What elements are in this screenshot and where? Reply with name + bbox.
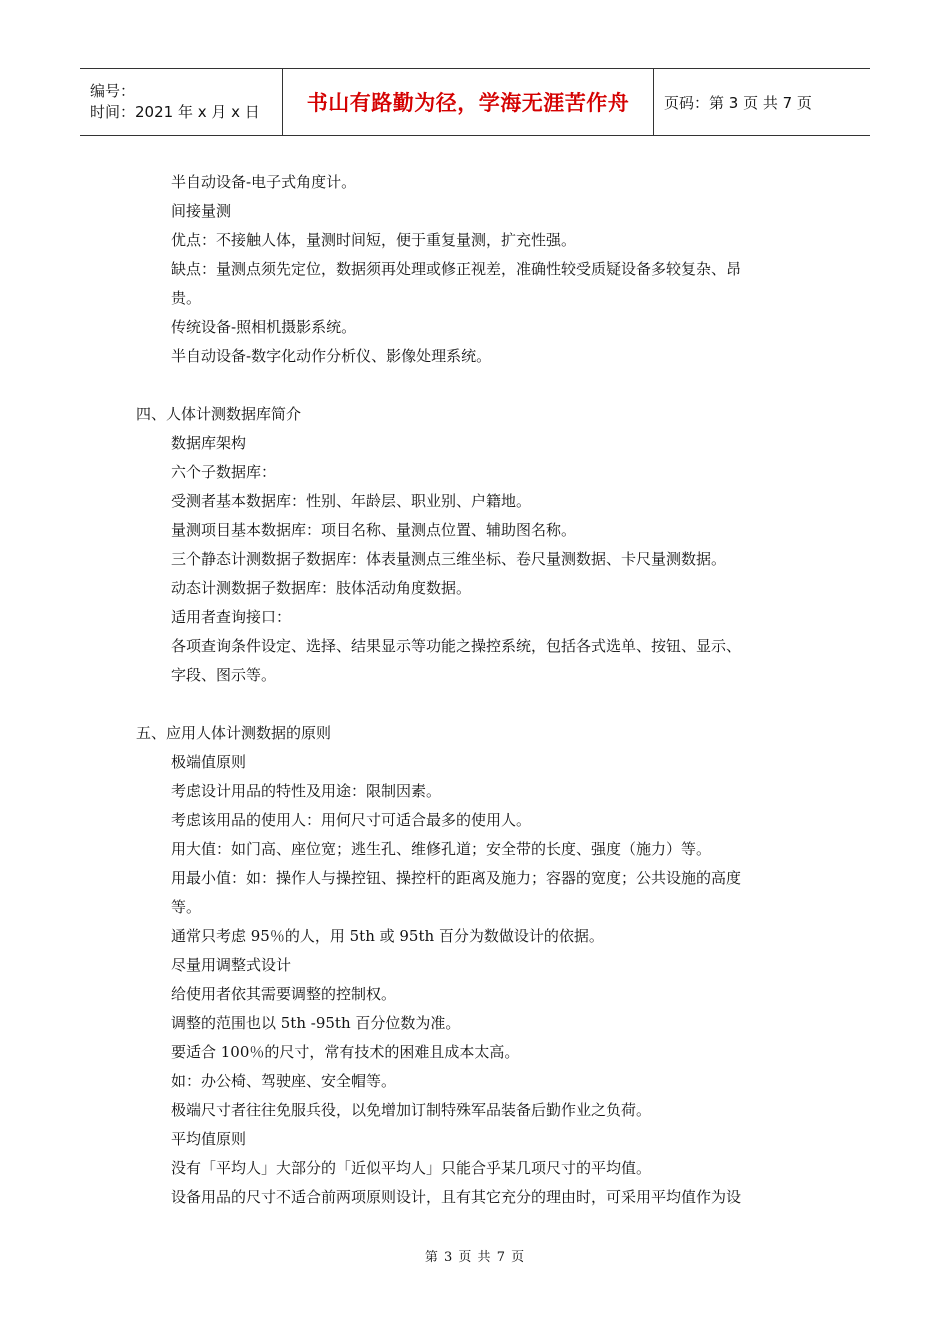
paragraph-line: 六个子数据库：	[171, 463, 277, 481]
subheading: 数据库架构	[171, 434, 247, 452]
page-info-text: 页码：第 3 页 共 7 页	[664, 93, 812, 112]
paragraph-line: 字段、图示等。	[171, 666, 277, 684]
subheading: 尽量用调整式设计	[171, 956, 292, 974]
subheading: 间接量测	[171, 202, 232, 220]
paragraph-line: 考虑该用品的使用人：用何尺寸可适合最多的使用人。	[171, 811, 532, 829]
paragraph-line: 缺点：量测点须先定位，数据须再处理或修正视差，准确性较受质疑设备多较复杂、昂	[171, 260, 742, 278]
paragraph-line: 极端尺寸者往往免服兵役，以免增加订制特殊军品装备后勤作业之负荷。	[171, 1101, 652, 1119]
header-page-info	[654, 69, 870, 135]
paragraph-line: 没有「平均人」大部分的「近似平均人」只能合乎某几项尺寸的平均值。	[171, 1159, 652, 1177]
header-motto	[282, 69, 654, 135]
paragraph-line: 受测者基本数据库：性别、年龄层、职业别、户籍地。	[171, 492, 532, 510]
section-heading: 五、应用人体计测数据的原则	[136, 724, 332, 742]
paragraph-line: 传统设备-照相机摄影系统。	[171, 318, 357, 336]
paragraph-line: 要适合 100％的尺寸，常有技术的困难且成本太高。	[171, 1043, 520, 1061]
paragraph-line: 设备用品的尺寸不适合前两项原则设计，且有其它充分的理由时，可采用平均值作为设	[171, 1188, 742, 1206]
paragraph-line: 适用者查询接口：	[171, 608, 292, 626]
subheading: 平均值原则	[171, 1130, 247, 1148]
section-heading: 四、人体计测数据库简介	[136, 405, 302, 423]
footer-page-number: 第 3 页 共 7 页	[424, 1250, 526, 1265]
paragraph-line: 通常只考虑 95％的人，用 5th 或 95th 百分为数做设计的依据。	[171, 927, 604, 945]
number-label: 编号：	[90, 82, 136, 100]
paragraph-line: 半自动设备-电子式角度计。	[171, 173, 357, 191]
paragraph-line: 调整的范围也以 5th -95th 百分位数为准。	[171, 1014, 461, 1032]
subheading: 极端值原则	[171, 753, 247, 771]
paragraph-line: 等。	[171, 898, 202, 916]
paragraph-line: 用大值：如门高、座位宽；逃生孔、维修孔道；安全带的长度、强度（施力）等。	[171, 840, 712, 858]
paragraph-line: 贵。	[171, 289, 202, 307]
paragraph-line: 动态计测数据子数据库：肢体活动角度数据。	[171, 579, 472, 597]
paragraph-line: 给使用者依其需要调整的控制权。	[171, 985, 397, 1003]
paragraph-line: 三个静态计测数据子数据库：体表量测点三维坐标、卷尺量测数据、卡尺量测数据。	[171, 550, 727, 568]
page-footer	[0, 1246, 950, 1265]
spacer	[0, 371, 950, 400]
paragraph-line: 优点：不接触人体，量测时间短，便于重复量测，扩充性强。	[171, 231, 577, 249]
paragraph-line: 量测项目基本数据库：项目名称、量测点位置、辅助图名称。	[171, 521, 577, 539]
paragraph-line: 考虑设计用品的特性及用途：限制因素。	[171, 782, 442, 800]
spacer	[0, 690, 950, 719]
motto-text: 书山有路勤为径，学海无涯苦作舟	[306, 91, 630, 115]
paragraph-line: 半自动设备-数字化动作分析仪、影像处理系统。	[171, 347, 492, 365]
page-header	[80, 68, 870, 136]
paragraph-line: 各项查询条件设定、选择、结果显示等功能之操控系统，包括各式选单、按钮、显示、	[171, 637, 742, 655]
time-label: 时间：2021 年 x 月 x 日	[90, 103, 260, 121]
header-meta	[80, 69, 282, 135]
document-body	[0, 168, 950, 1212]
paragraph-line: 用最小值：如：操作人与操控钮、操控杆的距离及施力；容器的宽度；公共设施的高度	[171, 869, 742, 887]
paragraph-line: 如：办公椅、驾驶座、安全帽等。	[171, 1072, 397, 1090]
